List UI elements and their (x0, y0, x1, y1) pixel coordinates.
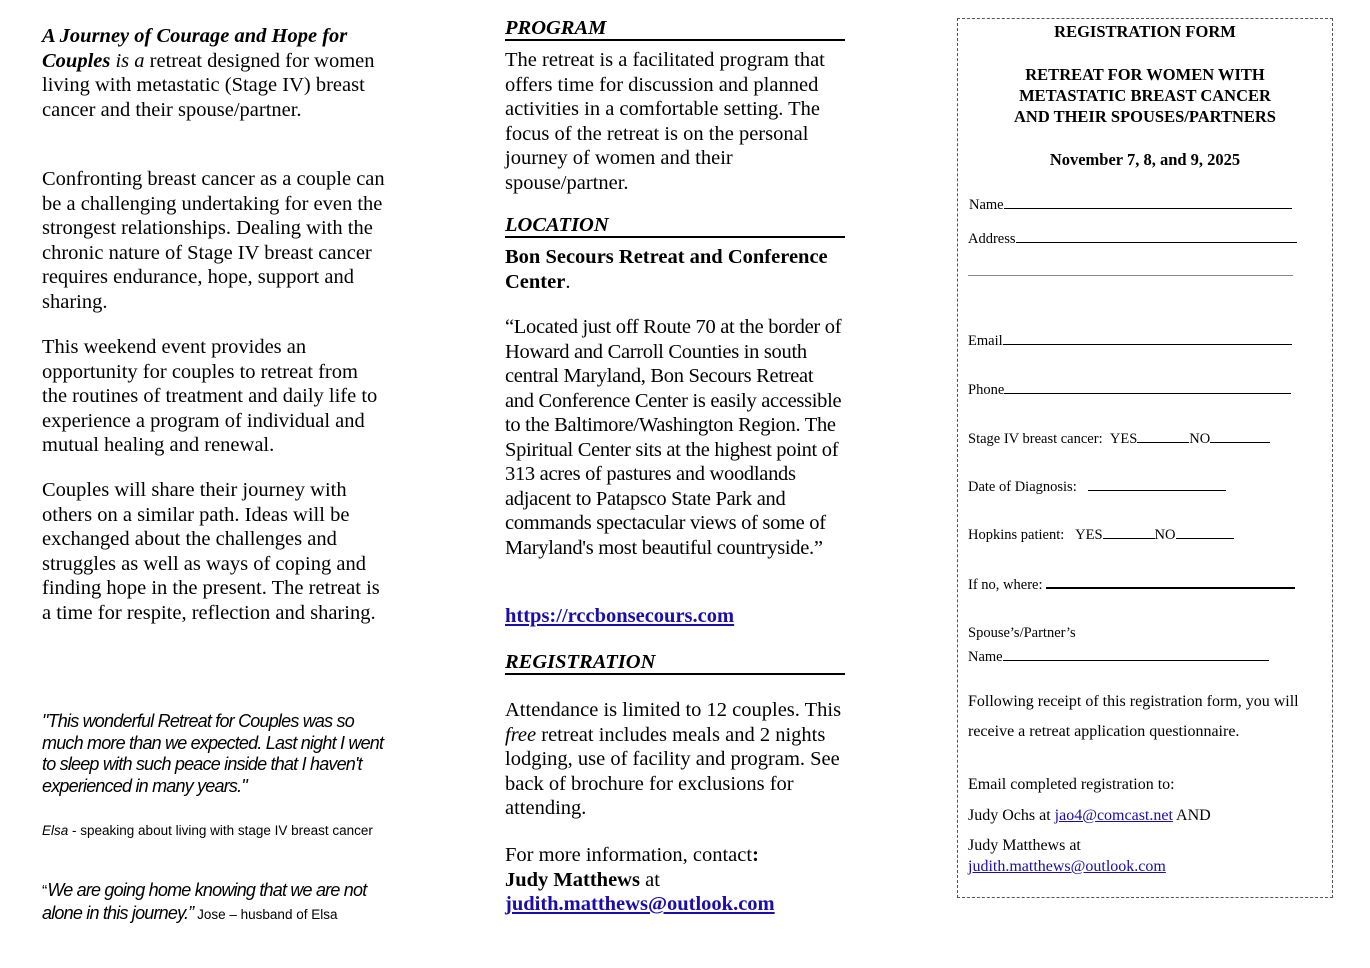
stage-label: Stage IV breast cancer: (968, 431, 1103, 447)
quote-open-mark: “ (42, 883, 48, 900)
registration-form (957, 18, 1333, 898)
hopkins-label: Hopkins patient: (968, 527, 1065, 543)
email-to-text: Email completed registration to: (968, 776, 1175, 793)
hopkins-no-field[interactable] (1176, 524, 1234, 539)
form-dates: November 7, 8, and 9, 2025 (1049, 150, 1241, 169)
judy-ochs-line (968, 801, 1314, 831)
stage-no-field[interactable] (1210, 428, 1270, 443)
judy-matthews-text: Judy Matthews at (968, 837, 1081, 854)
location-name: Bon Secours Retreat and Conference Center (505, 246, 828, 293)
and-text: AND (1172, 807, 1211, 824)
form-heading-line-3: AND THEIR SPOUSES/PARTNERS (1014, 107, 1276, 126)
judy-matthews-block (968, 835, 1314, 877)
contact-paragraph (505, 843, 845, 917)
spouse-label: Name (968, 649, 1003, 665)
contact-name: Judy Matthews (505, 868, 640, 891)
email-label: Email (968, 333, 1003, 349)
address-row (968, 228, 1297, 248)
testimonial-quote-1: "This wonderful Retreat for Couples was so much more than we expected. Last night I went to sleep with such peace inside that I haven't experienced in many years." (42, 711, 384, 796)
name-row (969, 194, 1292, 214)
location-name-paragraph (505, 245, 845, 294)
registration-text-1: Attendance is limited to 12 couples. This (505, 699, 842, 721)
registration-heading: REGISTRATION (505, 651, 845, 675)
registration-text (505, 698, 845, 821)
judy-ochs-email-link[interactable]: jao4@comcast.net (1054, 807, 1173, 824)
contact-intro: For more information, contact (505, 844, 753, 866)
phone-row (968, 379, 1291, 399)
share-paragraph: Couples will share their journey with others on a similar path. Ideas will be exchanged about the challenges and struggles as well as ways of coping and finding hope in the present. The retreat is a time for respite, reflection and sharing. (42, 479, 380, 624)
phone-label: Phone (968, 382, 1005, 398)
location-link-paragraph (505, 604, 845, 629)
stage-row (968, 428, 1270, 448)
stage-no-label: NO (1189, 431, 1211, 447)
intro-title: A Journey of Courage and Hope for Couples (42, 25, 348, 72)
testimonial-attribution-2: Jose – husband of Elsa (193, 907, 338, 922)
address-field-line-2[interactable] (968, 261, 1293, 276)
ifno-field[interactable] (1046, 573, 1295, 589)
stage-yes-field[interactable] (1137, 428, 1189, 443)
contact-at: at (639, 868, 660, 891)
contact-email-link[interactable]: judith.matthews@outlook.com (505, 893, 775, 915)
ifno-label: If no, where: (968, 577, 1043, 593)
judy-ochs-text: Judy Ochs at (968, 807, 1055, 824)
program-text: The retreat is a facilitated program that offers time for discussion and planned activities in a comfortable setting. The focus of the retreat is on the personal journey of women and their spouse/partner. (505, 49, 825, 194)
name-label: Name (969, 197, 1004, 213)
program-heading: PROGRAM (505, 17, 845, 41)
form-heading-line-1: RETREAT FOR WOMEN WITH (1025, 65, 1265, 84)
intro-paragraph (42, 24, 387, 122)
phone-field[interactable] (1004, 379, 1291, 394)
hopkins-row (968, 524, 1234, 544)
ifno-row (968, 573, 1295, 594)
name-field[interactable] (1004, 194, 1292, 209)
form-heading-line-2: METASTATIC BREAST CANCER (1019, 86, 1271, 105)
email-row (968, 330, 1292, 350)
contact-colon: : (752, 844, 759, 866)
location-description: “Located just off Route 70 at the border of Howard and Carroll Counties in south central Maryland, Bon Secours Retreat and Conference Center is easily accessible to the Baltimore/Washington Region. The Spiritual Center sits at the highest point of 313 acres of pastures and woodlands adjacent to Patapsco State Park and commands spectacular views of some of Maryland's most beautiful countryside.” (505, 316, 842, 559)
address-row-2 (968, 261, 1293, 281)
hopkins-yes-label: YES (1075, 527, 1103, 543)
location-heading: LOCATION (505, 214, 845, 238)
registration-free: free (505, 723, 537, 746)
form-title: REGISTRATION FORM (1054, 22, 1236, 41)
hopkins-yes-field[interactable] (1103, 524, 1155, 539)
location-period: . (565, 270, 571, 293)
testimonial-attribution-1 (42, 820, 387, 841)
hopkins-no-label: NO (1154, 527, 1176, 543)
diagnosis-label: Date of Diagnosis: (968, 479, 1077, 495)
weekend-paragraph: This weekend event provides an opportunity for couples to retreat from the routines of treatment and daily life to experience a program of individual and mutual healing and renewal. (42, 336, 378, 456)
diagnosis-row (968, 476, 1226, 496)
spouse-label-line-1: Spouse’s/Partner’s (968, 625, 1076, 641)
spouse-row (968, 646, 1269, 666)
stage-yes-label: YES (1109, 431, 1138, 447)
judy-matthews-email-link[interactable]: judith.matthews@outlook.com (968, 858, 1166, 875)
intro-isa: is a (115, 49, 145, 72)
email-field[interactable] (1003, 330, 1292, 345)
testimonial-quote-2: We are going home knowing that we are not alone in this journey.” (42, 880, 367, 923)
intro-text: retreat designed for women living with metastatic (Stage IV) breast cancer and their spouse/partner. (42, 49, 375, 121)
couple-paragraph: Confronting breast cancer as a couple can be a challenging undertaking for even the strongest relationships. Dealing with the chronic nature of Stage IV breast cancer requires endurance, hope, support and sharing. (42, 168, 385, 313)
following-text: Following receipt of this registration form, you will receive a retreat application questionnaire. (968, 693, 1299, 740)
testimonial-2 (42, 880, 387, 926)
attribution-name: Elsa (42, 823, 69, 838)
address-field[interactable] (1016, 228, 1297, 243)
spouse-field[interactable] (1003, 646, 1269, 661)
registration-text-2: retreat includes meals and 2 nights lodging, use of facility and program. See back of brochure for exclusions for attending. (505, 723, 840, 819)
attribution-text: - speaking about living with stage IV breast cancer (68, 823, 373, 838)
retreat-center-link[interactable]: https://rccbonsecours.com (505, 605, 735, 627)
address-label: Address (968, 231, 1016, 247)
diagnosis-field[interactable] (1088, 476, 1226, 491)
